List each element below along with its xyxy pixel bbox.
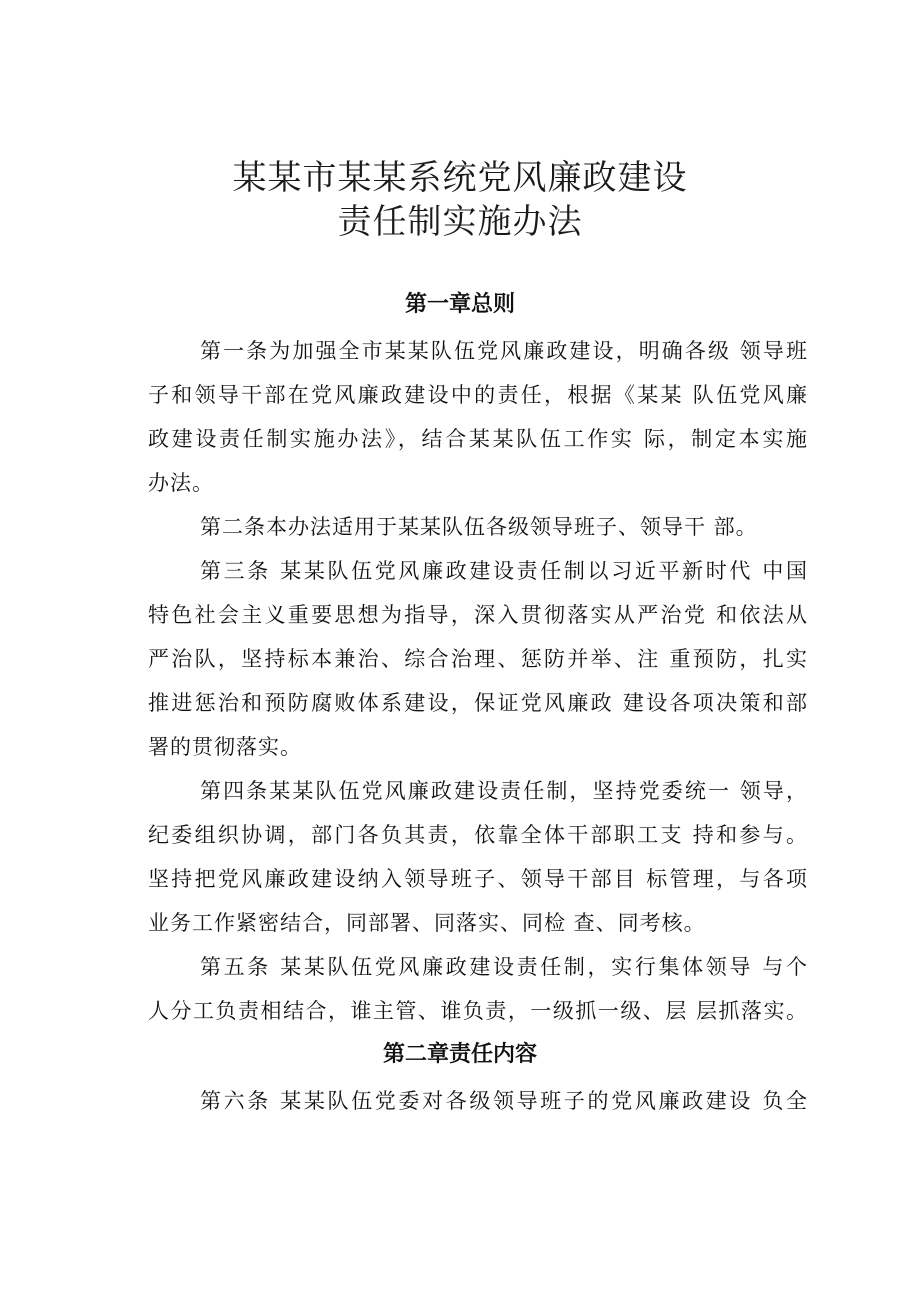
article-4-line-1: 第四条某某队伍党风廉政建设责任制，坚持党委统一 领导， — [200, 779, 808, 803]
article-4-line-4: 业务工作紧密结合，同部署、同落实、同检 查、同考核。 — [148, 911, 706, 935]
chapter-1-heading: 第一章总则 — [404, 292, 515, 317]
article-3-line-4: 推进惩治和预防腐败体系建设，保证党风廉政 建设各项决策和部 — [148, 691, 808, 715]
article-1-line-1: 第一条为加强全市某某队伍党风廉政建设，明确各级 领导班 — [200, 339, 808, 363]
article-1-line-3: 政建设责任制实施办法》，结合某某队伍工作实 际，制定本实施 — [148, 427, 808, 451]
article-4-line-3: 坚持把党风廉政建设纳入领导班子、领导干部目 标管理，与各项 — [148, 867, 808, 891]
article-2-line-1: 第二条本办法适用于某某队伍各级领导班子、领导干 部。 — [200, 515, 758, 539]
article-5-line-2: 人分工负责相结合，谁主管、谁负责，一级抓一级、层 层抓落实。 — [148, 999, 808, 1023]
article-1-line-4: 办法。 — [148, 471, 214, 495]
article-1-line-2: 子和领导干部在党风廉政建设中的责任，根据《某某 队伍党风廉 — [148, 383, 808, 407]
article-5-line-1: 第五条 某某队伍党风廉政建设责任制，实行集体领导 与个 — [200, 955, 808, 979]
article-3-line-1: 第三条 某某队伍党风廉政建设责任制以习近平新时代 中国 — [200, 559, 808, 583]
article-3-line-2: 特色社会主义重要思想为指导，深入贯彻落实从严治党 和依法从 — [148, 603, 808, 627]
article-3-line-5: 署的贯彻落实。 — [148, 735, 302, 759]
article-4-line-2: 纪委组织协调，部门各负其责，依靠全体干部职工支 持和参与。 — [148, 823, 808, 847]
document-title-line-1: 某某市某某系统党风廉政建设 — [232, 158, 688, 198]
article-3-line-3: 严治队，坚持标本兼治、综合治理、惩防并举、注 重预防，扎实 — [148, 647, 808, 671]
chapter-2-heading: 第二章责任内容 — [382, 1042, 537, 1067]
document-title-line-2: 责任制实施办法 — [337, 202, 583, 242]
article-6-line-1: 第六条 某某队伍党委对各级领导班子的党风廉政建设 负全 — [200, 1089, 808, 1113]
